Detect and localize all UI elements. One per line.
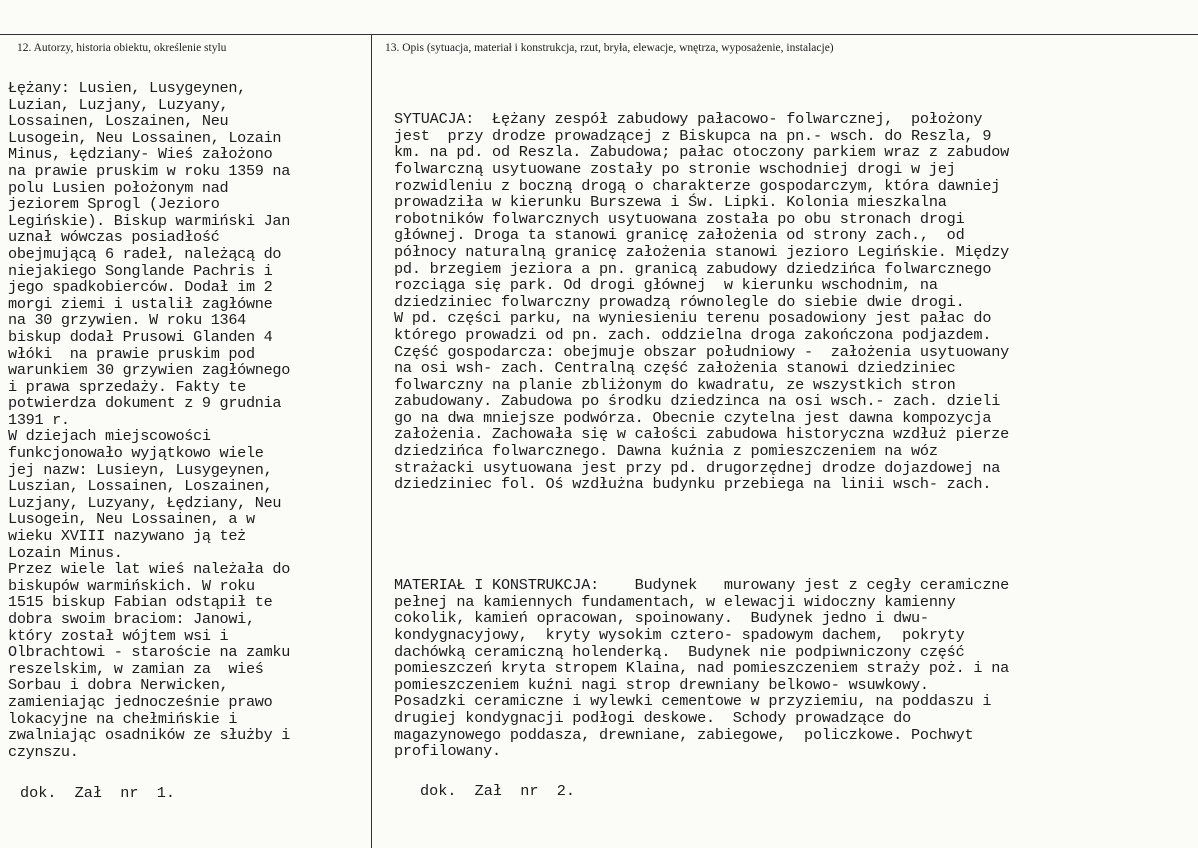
text-line: Luszian, Lossainen, Loszainen,: [8, 477, 273, 496]
text-line: wieku XVIII nazywano ją też: [8, 527, 246, 546]
text-line: na osi wsh- zach. Centralną część założenia stanowi dziedziniec: [394, 359, 956, 378]
text-line: jeziorem Sprogl (Jezioro: [8, 195, 220, 214]
text-line: uznał wówczas posiadłość: [8, 228, 220, 247]
attachment-reference-1: dok. Zał nr 1.: [20, 784, 175, 802]
paragraph-gap: [394, 526, 1194, 544]
text-line: potwierdza dokument z 9 grudnia: [8, 394, 282, 413]
text-line: Część gospodarcza: obejmuje obszar południowy - założenia usytuowany: [394, 342, 1010, 361]
text-line: kondygnacyjowy, kryty wysokim cztero- spadowym dachem, pokryty: [394, 626, 965, 644]
text-line: biskupów warmińskich. W roku: [8, 576, 255, 595]
text-line: warunkiem 30 grzywien zagłównego: [8, 361, 291, 380]
text-line: północy naturalną granicę założenia stanowi jezioro Legińskie. Między: [394, 242, 1010, 261]
text-line: Przez wiele lat wieś należała do: [8, 560, 291, 579]
text-line: Sorbau i dobra Nerwicken,: [8, 676, 229, 695]
text-line: i prawa sprzedaży. Fakty te: [8, 377, 246, 396]
text-line: go na dwa mniejsze podwórza. Obecnie czytelna jest dawna kompozycja: [394, 408, 992, 427]
text-line: Olbrachtowi - staroście na zamku: [8, 643, 291, 662]
text-line: Luzian, Luzjany, Luzyany,: [8, 95, 229, 114]
text-line: profilowany.: [394, 742, 501, 761]
text-line: Lozain Minus.: [8, 543, 123, 562]
attachment-reference-2: dok. Zał nr 2.: [420, 782, 575, 800]
text-line: W dziejach miejscowości: [8, 427, 211, 446]
text-line: który został wójtem wsi i: [8, 626, 229, 645]
history-text: [8, 80, 370, 760]
text-line: Lusogein, Neu Lossainen, a w: [8, 510, 255, 529]
text-line: Legińskie). Biskup warmiński Jan: [8, 211, 291, 230]
text-line: drugiej kondygnacji podłogi deskowe. Schody prowadzące do: [394, 708, 912, 727]
text-line: km. na pd. od Reszla. Zabudowa; pałac otoczony parkiem wraz z zabudow: [394, 143, 1010, 162]
text-line: niejakiego Songlande Pachris i: [8, 261, 273, 280]
text-line: cokolik, kamień opracowan, spoinowany. Budynek jedno i dwu-: [394, 609, 929, 628]
text-line: jest przy drodze prowadzącej z Biskupca na pn.- wsch. do Reszla, 9: [394, 126, 992, 145]
text-line: pełnej na kamiennych fundamentach, w elewacji widoczny kamienny: [394, 592, 956, 611]
text-line: 1391 r.: [8, 410, 70, 429]
text-line: SYTUACJA: Łężany zespół zabudowy pałacowo- folwarcznej, położony: [394, 110, 983, 129]
text-line: dziedziniec folwarczny prowadzą równolegle do siebie dwie drogi.: [394, 292, 965, 311]
situation-paragraph: [394, 111, 1194, 493]
text-line: którego prowadzi od pn. zach. oddzielna droga zakończona podjazdem.: [394, 325, 992, 344]
text-line: dziedziniec fol. Oś wzdłużna budynku przebiega na linii wsch- zach.: [394, 475, 992, 494]
text-line: głównej. Droga ta stanowi granicę założenia od strony zach., od: [394, 226, 965, 245]
material-paragraph: [394, 577, 1194, 760]
text-line: strażacki usytuowana jest przy pd. drugorzędnej drodze dojazdowej na: [394, 458, 1001, 477]
column-divider: [371, 34, 372, 848]
text-line: zwalniając osadników ze służby i: [8, 726, 291, 745]
text-line: pd. brzegiem jeziora a pn. granicą zabudowy dziedzińca folwarcznego: [394, 259, 992, 278]
text-line: 1515 biskup Fabian odstąpił te: [8, 593, 273, 612]
text-line: reszelskim, w zamian za wieś: [8, 659, 264, 678]
text-line: jej nazw: Lusieyn, Lusygeynen,: [8, 460, 273, 479]
text-line: Posadzki ceramiczne i wylewki cementowe w przyziemiu, na poddaszu i: [394, 692, 992, 711]
text-line: na 30 grzywien. W roku 1364: [8, 311, 246, 330]
text-line: pomieszczeń kryta stropem Klaina, nad pomieszczeniem straży poż. i na: [394, 659, 1010, 678]
text-line: włóki na prawie pruskim pod: [8, 344, 255, 363]
text-line: dachówką ceramiczną holenderką. Budynek nie podpiwniczony część: [394, 642, 965, 661]
form-top-border: [0, 34, 1198, 35]
text-line: zabudowany. Zabudowa po środku dziedzinca na osi wsch.- zach. dzieli: [394, 392, 1001, 411]
text-line: Łężany: Lusien, Lusygeynen,: [8, 79, 246, 97]
text-line: biskup dodał Prusowi Glanden 4: [8, 327, 273, 346]
text-line: MATERIAŁ I KONSTRUKCJA: Budynek murowany jest z cegły ceramiczne: [394, 576, 1010, 595]
text-line: Luzjany, Luzyany, Łędziany, Neu: [8, 493, 282, 512]
text-line: W pd. części parku, na wyniesieniu terenu posadowiony jest pałac do: [394, 309, 992, 328]
text-line: na prawie pruskim w roku 1359 na: [8, 161, 291, 180]
text-line: rozwidleniu z boczną drogą o charakterze gospodarczym, która dawniej: [394, 176, 1001, 195]
description-text: [394, 78, 1194, 776]
text-line: rozciąga się park. Od drogi głównej w kierunku wschodnim, na: [394, 276, 938, 295]
section-13-header: 13. Opis (sytuacja, materiał i konstrukcja, rzut, bryła, elewacje, wnętrza, wyposażenie, instalacje): [385, 42, 834, 54]
text-line: polu Lusien położonym nad: [8, 178, 229, 197]
text-line: czynszu.: [8, 742, 79, 761]
text-line: Lusogein, Neu Lossainen, Lozain: [8, 128, 282, 147]
text-line: dobra swoim braciom: Janowi,: [8, 610, 255, 628]
text-line: dziedzińca folwarcznego. Dawna kuźnia z pomieszczeniem na wóz: [394, 442, 938, 461]
text-line: jego spadkobierców. Dodał im 2: [8, 278, 273, 297]
text-line: folwarczny na planie zbliżonym do kwadratu, ze wszystkich stron: [394, 375, 956, 394]
text-line: morgi ziemi i ustalił zagłówne: [8, 294, 273, 313]
text-line: założenia. Zachowała się w całości zabudowa historyczna wzdłuż pierze: [394, 425, 1010, 444]
text-line: folwarczną usytuowane zostały po stronie wschodniej drogi w jej: [394, 159, 956, 178]
text-line: robotników folwarcznych usytuowana została po obu stronach drogi: [394, 209, 965, 228]
text-line: prowadziła w kierunku Burszewa i Św. Lipki. Kolonia mieszkalna: [394, 193, 947, 212]
section-12-header: 12. Autorzy, historia obiektu, określenie stylu: [17, 42, 227, 54]
text-line: pomieszczeniem kuźni nagi strop drewniany belkowo- wsuwkowy.: [394, 675, 929, 694]
text-line: obejmującą 6 radeł, należącą do: [8, 244, 282, 263]
text-line: Minus, Łędziany- Wieś założono: [8, 145, 273, 164]
text-line: Lossainen, Loszainen, Neu: [8, 112, 229, 131]
text-line: magazynowego poddasza, drewniane, zabiegowe, policzkowe. Pochwyt: [394, 725, 974, 744]
text-line: zamieniając jednocześnie prawo: [8, 692, 273, 711]
text-line: lokacyjne na chełmińskie i: [8, 709, 238, 728]
text-line: funkcjonowało wyjątkowo wiele: [8, 444, 264, 463]
